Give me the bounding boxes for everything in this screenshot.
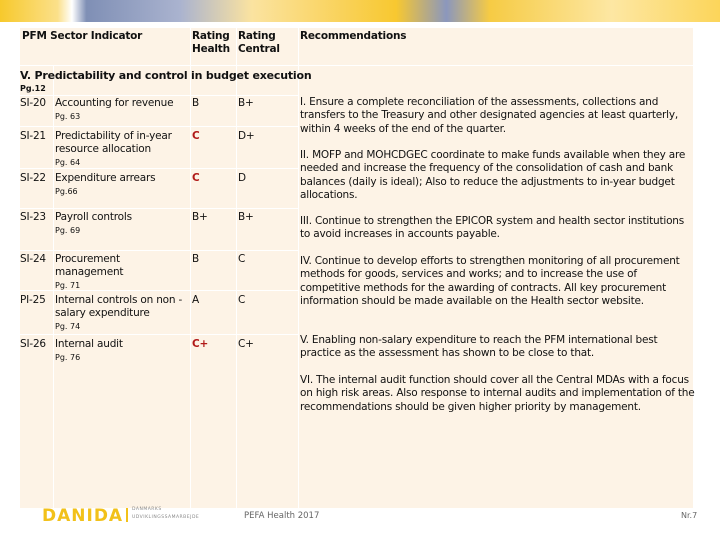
row-divider — [20, 168, 298, 169]
danida-logo: DANIDA — [42, 506, 124, 526]
row-divider — [20, 250, 298, 251]
header-banner — [0, 0, 720, 22]
page-number: Nr.7 — [681, 511, 698, 520]
logo-sub-line: UDVIKLINGSSAMARBEJDE — [132, 515, 200, 520]
rating-central: D — [238, 172, 246, 184]
rating-central: B+ — [238, 211, 254, 223]
logo-subtitle — [132, 506, 199, 522]
section-page: Pg.12 — [20, 84, 46, 93]
indicator-page: Pg. 76 — [55, 353, 81, 362]
indicator-name: Expenditure arrears — [55, 172, 156, 184]
recommendation: I. Ensure a complete reconciliation of the assessments, collections and transfers to the Treasury and other designated agencies at least quarterly, within 4 weeks of the end of the quarter. — [300, 96, 679, 135]
header-indicator: PFM Sector Indicator — [22, 30, 143, 42]
indicator-name: Predictability of in-year resource allocation — [55, 130, 172, 155]
indicator-page: Pg. 71 — [55, 281, 81, 290]
row-divider — [20, 208, 298, 209]
row-divider — [20, 126, 298, 127]
indicator-id: SI-21 — [20, 130, 46, 142]
indicator-id: SI-24 — [20, 253, 46, 265]
indicator-page: Pg. 69 — [55, 226, 81, 235]
recommendation: V. Enabling non-salary expenditure to reach the PFM international best practice as the assessment has shown to be close to that. — [300, 334, 658, 360]
rating-central: C — [238, 294, 246, 306]
rating-central: B+ — [238, 97, 254, 109]
section-title: V. Predictability and control in budget execution — [20, 69, 312, 82]
rating-health: C+ — [192, 338, 209, 350]
rating-health: C — [192, 130, 200, 142]
recommendation: II. MOFP and MOHCDGEC coordinate to make funds available when they are needed and increase the frequency of the consolidation of cash and bank balances (daily is ideal); Also to reduce the adjustments to in-year budget allocations. — [300, 149, 686, 202]
indicator-page: Pg. 63 — [55, 112, 81, 121]
recommendation: VI. The internal audit function should cover all the Central MDAs with a focus on high risk areas. Also response to internal audits and implementation of the recommendations should be given higher priority by management. — [300, 374, 695, 413]
indicator-page: Pg.66 — [55, 187, 78, 196]
rating-health: C — [192, 172, 200, 184]
indicator-name: Accounting for revenue — [55, 97, 174, 109]
header-rating-health: Rating Health — [192, 30, 230, 55]
rating-central: C — [238, 253, 246, 265]
logo-divider — [126, 508, 128, 522]
footer-title: PEFA Health 2017 — [244, 511, 320, 521]
indicator-name: Internal controls on non -salary expenditure — [55, 294, 183, 319]
recommendation: IV. Continue to develop efforts to strengthen monitoring of all procurement methods for goods, services and works; and to increase the use of competitive methods for the awarding of contracts. All key procurement information should be made available on the Health sector website. — [300, 255, 680, 308]
indicator-name: Internal audit — [55, 338, 123, 350]
rating-health: B+ — [192, 211, 208, 223]
indicator-name: Procurement management — [55, 253, 124, 278]
indicator-name: Payroll controls — [55, 211, 132, 223]
header-rating-central: Rating Central — [238, 30, 280, 55]
recommendation: III. Continue to strengthen the EPICOR system and health sector institutions to avoid increases in accounts payable. — [300, 215, 685, 241]
indicator-id: SI-22 — [20, 172, 46, 184]
rating-central: C+ — [238, 338, 254, 350]
indicator-id: SI-20 — [20, 97, 46, 109]
rating-central: D+ — [238, 130, 255, 142]
row-divider — [20, 334, 298, 335]
indicator-id: SI-26 — [20, 338, 46, 350]
header-recommendations: Recommendations — [300, 30, 407, 42]
indicator-table — [20, 28, 693, 508]
indicator-page: Pg. 74 — [55, 322, 81, 331]
indicator-page: Pg. 64 — [55, 158, 81, 167]
rating-health: A — [192, 294, 199, 306]
rating-health: B — [192, 97, 200, 109]
rating-health: B — [192, 253, 200, 265]
logo-sub-line: DANMARKS — [132, 507, 162, 512]
indicator-id: PI-25 — [20, 294, 46, 306]
indicator-id: SI-23 — [20, 211, 46, 223]
